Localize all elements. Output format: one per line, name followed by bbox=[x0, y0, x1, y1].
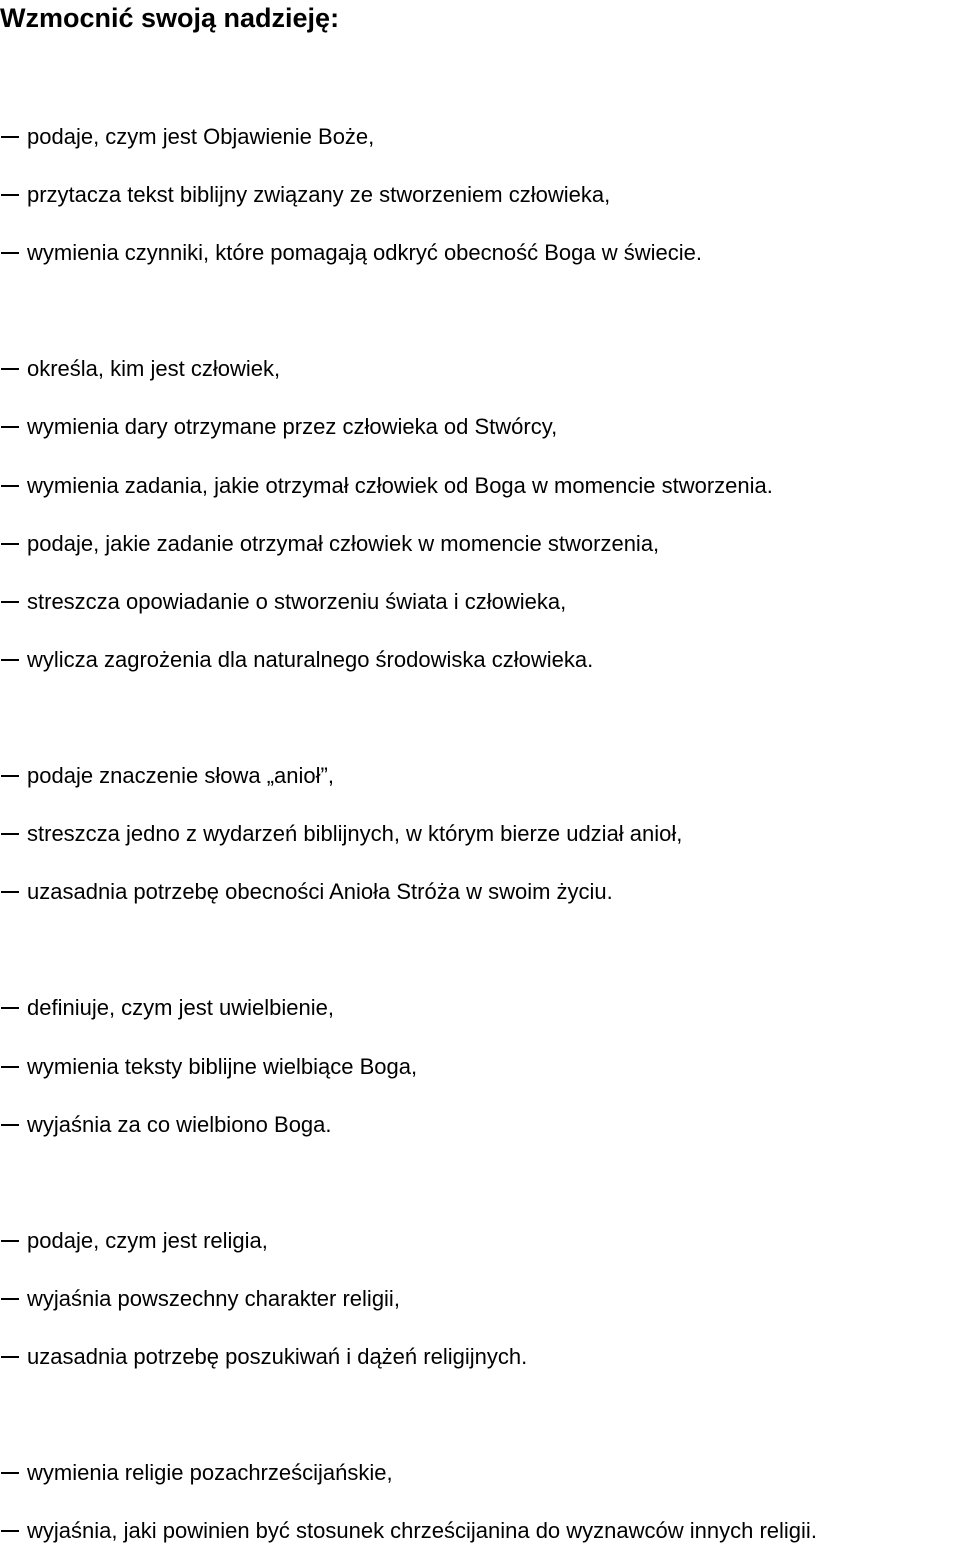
dash-bullet bbox=[1, 368, 19, 370]
list-item-text: wyjaśnia, jaki powinien być stosunek chrześcijanina do wyznawców innych religii. bbox=[27, 1518, 817, 1543]
dash-bullet bbox=[1, 1298, 19, 1300]
list-item bbox=[0, 469, 773, 503]
list-item-text: wymienia religie pozachrześcijańskie, bbox=[27, 1460, 393, 1485]
list-item bbox=[0, 1456, 393, 1490]
list-item-text: definiuje, czym jest uwielbienie, bbox=[27, 995, 334, 1020]
list-item bbox=[0, 527, 659, 561]
list-item bbox=[0, 817, 682, 851]
list-item bbox=[0, 991, 334, 1025]
dash-bullet bbox=[1, 891, 19, 893]
list-item-text: wymienia zadania, jakie otrzymał człowiek od Boga w momencie stworzenia. bbox=[27, 473, 773, 498]
list-item-text: wymienia czynniki, które pomagają odkryć obecność Boga w świecie. bbox=[27, 240, 702, 265]
dash-bullet bbox=[1, 1472, 19, 1474]
list-item bbox=[0, 410, 557, 444]
list-item-text: streszcza jedno z wydarzeń biblijnych, w którym bierze udział anioł, bbox=[27, 821, 683, 846]
dash-bullet bbox=[1, 485, 19, 487]
list-item bbox=[0, 1224, 268, 1258]
list-item bbox=[0, 236, 702, 270]
dash-bullet bbox=[1, 833, 19, 835]
dash-bullet bbox=[1, 1240, 19, 1242]
dash-bullet bbox=[1, 601, 19, 603]
dash-bullet bbox=[1, 1124, 19, 1126]
dash-bullet bbox=[1, 775, 19, 777]
list-item bbox=[0, 1514, 817, 1548]
dash-bullet bbox=[1, 543, 19, 545]
list-item bbox=[0, 759, 334, 793]
list-item-text: uzasadnia potrzebę poszukiwań i dążeń religijnych. bbox=[27, 1344, 528, 1369]
list-item bbox=[0, 643, 593, 677]
page-title: Wzmocnić swoją nadzieję: bbox=[0, 3, 340, 33]
list-item-text: wymienia teksty biblijne wielbiące Boga, bbox=[27, 1054, 418, 1079]
list-item-text: wyjaśnia powszechny charakter religii, bbox=[27, 1286, 400, 1311]
list-item-text: podaje, czym jest religia, bbox=[27, 1228, 268, 1253]
list-item bbox=[0, 875, 613, 909]
list-item bbox=[0, 352, 280, 386]
dash-bullet bbox=[1, 194, 19, 196]
list-item bbox=[0, 178, 610, 212]
dash-bullet bbox=[1, 426, 19, 428]
dash-bullet bbox=[1, 1066, 19, 1068]
list-item-text: wyjaśnia za co wielbiono Boga. bbox=[27, 1112, 332, 1137]
dash-bullet bbox=[1, 1356, 19, 1358]
list-item bbox=[0, 1050, 417, 1084]
list-item-text: przytacza tekst biblijny związany ze stworzeniem człowieka, bbox=[27, 182, 611, 207]
list-item-text: wylicza zagrożenia dla naturalnego środowiska człowieka. bbox=[27, 647, 594, 672]
dash-bullet bbox=[1, 252, 19, 254]
list-item-text: wymienia dary otrzymane przez człowieka od Stwórcy, bbox=[27, 414, 558, 439]
list-item bbox=[0, 1282, 400, 1316]
list-item-text: podaje, czym jest Objawienie Boże, bbox=[27, 124, 375, 149]
list-item bbox=[0, 1340, 527, 1374]
list-item-text: podaje znaczenie słowa „anioł”, bbox=[27, 763, 334, 788]
list-item-text: podaje, jakie zadanie otrzymał człowiek w momencie stworzenia, bbox=[27, 531, 660, 556]
list-item-text: uzasadnia potrzebę obecności Anioła Stróża w swoim życiu. bbox=[27, 879, 613, 904]
list-item bbox=[0, 1108, 332, 1142]
list-item bbox=[0, 120, 374, 154]
dash-bullet bbox=[1, 1007, 19, 1009]
list-item-text: streszcza opowiadanie o stworzeniu świata i człowieka, bbox=[27, 589, 567, 614]
dash-bullet bbox=[1, 659, 19, 661]
list-item bbox=[0, 585, 566, 619]
list-item-text: określa, kim jest człowiek, bbox=[27, 356, 281, 381]
dash-bullet bbox=[1, 136, 19, 138]
dash-bullet bbox=[1, 1530, 19, 1532]
